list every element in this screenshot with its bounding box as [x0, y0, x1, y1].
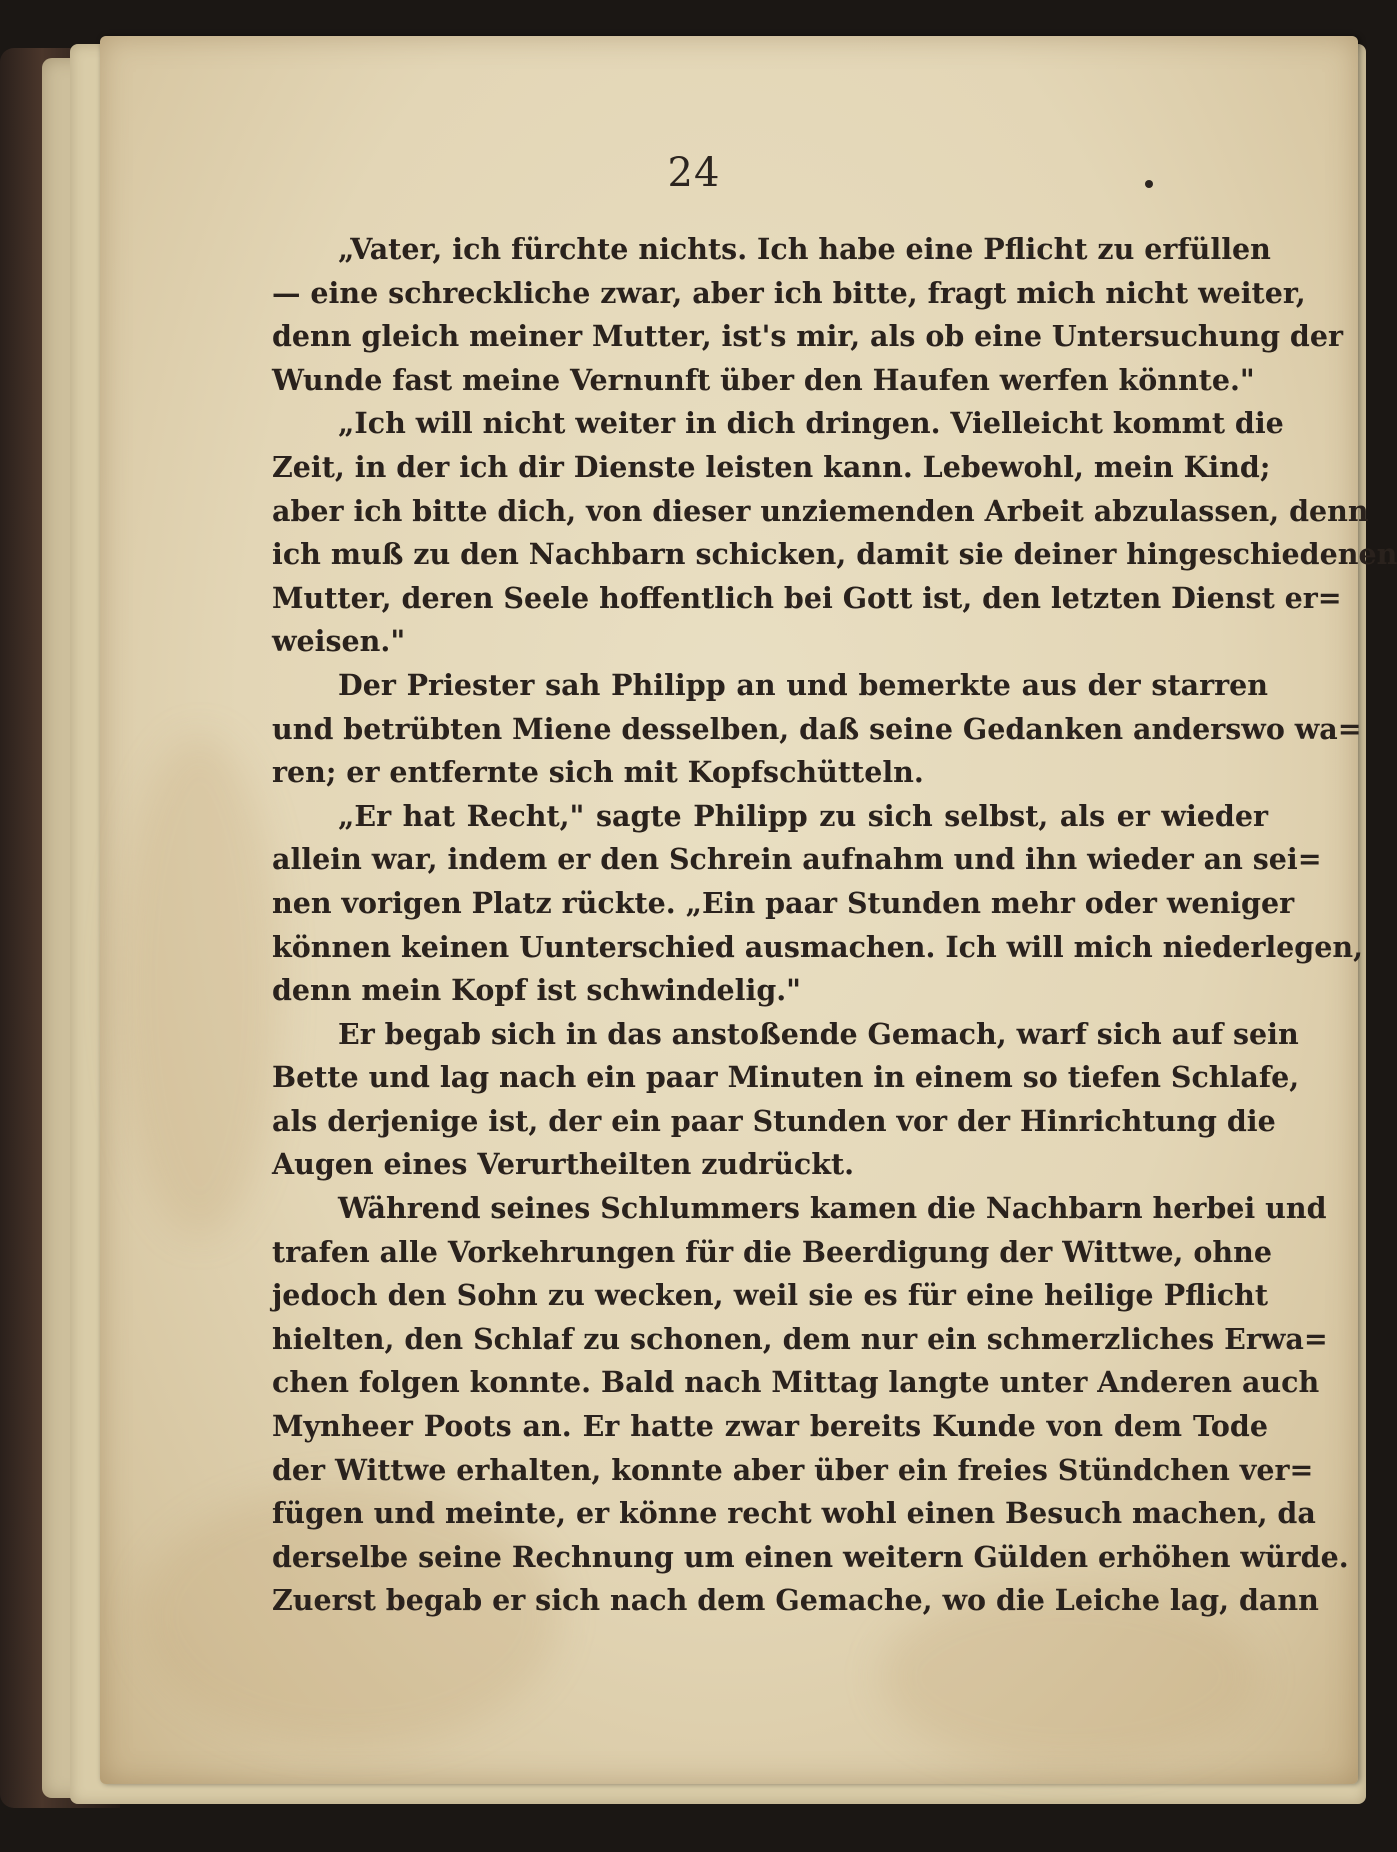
text-line: „Ich will nicht weiter in dich dringen. Vielleicht kommt die — [338, 406, 1284, 441]
text-line: Der Priester sah Philipp an und bemerkte aus der starren — [338, 667, 1268, 702]
text-line: und betrübten Miene desselben, daß seine Gedanken anderswo wa= — [272, 711, 1362, 746]
text-line: Augen eines Verurtheilten zudrückt. — [272, 1147, 855, 1182]
text-line: der Wittwe erhalten, konnte aber über ein freies Stündchen ver= — [272, 1452, 1314, 1487]
text-line: chen folgen konnte. Bald nach Mittag langte unter Anderen auch — [272, 1365, 1320, 1400]
text-line: hielten, den Schlaf zu schonen, dem nur ein schmerzliches Erwa= — [272, 1321, 1328, 1356]
text-line: Mynheer Poots an. Er hatte zwar bereits Kunde von dem Tode — [272, 1409, 1268, 1444]
text-line: denn gleich meiner Mutter, ist's mir, als ob eine Untersuchung der — [272, 319, 1344, 354]
text-line: können keinen Uunterschied ausmachen. Ich will mich niederlegen, — [272, 929, 1364, 964]
text-line: „Er hat Recht," sagte Philipp zu sich selbst, als er wieder — [338, 798, 1268, 833]
text-line: derselbe seine Rechnung um einen weitern Gülden erhöhen würde. — [272, 1539, 1349, 1574]
text-line: Zeit, in der ich dir Dienste leisten kann. Lebewohl, mein Kind; — [272, 449, 1271, 484]
text-line: Zuerst begab er sich nach dem Gemache, wo die Leiche lag, dann — [272, 1583, 1319, 1618]
text-line: ich muß zu den Nachbarn schicken, damit sie deiner hingeschiedenen — [272, 537, 1397, 572]
text-line: Wunde fast meine Vernunft über den Haufen werfen könnte." — [272, 362, 1255, 397]
text-line: jedoch den Sohn zu wecken, weil sie es für eine heilige Pflicht — [272, 1278, 1268, 1313]
text-line: aber ich bitte dich, von dieser unziemenden Arbeit abzulassen, denn — [272, 493, 1369, 528]
text-line: denn mein Kopf ist schwindelig." — [272, 973, 802, 1008]
ink-speck — [1145, 180, 1153, 188]
text-line: weisen." — [272, 624, 406, 659]
page-stain — [120, 736, 280, 1236]
body-text — [272, 228, 1397, 1623]
text-line: nen vorigen Platz rückte. „Ein paar Stunden mehr oder weniger — [272, 885, 1295, 920]
page-number: 24 — [667, 150, 721, 196]
text-line: allein war, indem er den Schrein aufnahm und ihn wieder an sei= — [272, 842, 1322, 877]
text-line: ren; er entfernte sich mit Kopfschütteln. — [272, 755, 924, 790]
text-line: Bette und lag nach ein paar Minuten in einem so tiefen Schlafe, — [272, 1060, 1300, 1095]
text-line: Er begab sich in das anstoßende Gemach, warf sich auf sein — [338, 1016, 1299, 1051]
text-line: — eine schreckliche zwar, aber ich bitte, fragt mich nicht weiter, — [272, 275, 1306, 310]
text-line: fügen und meinte, er könne recht wohl einen Besuch machen, da — [272, 1496, 1316, 1531]
text-line: trafen alle Vorkehrungen für die Beerdigung der Wittwe, ohne — [272, 1234, 1272, 1269]
text-line: als derjenige ist, der ein paar Stunden vor der Hinrichtung die — [272, 1103, 1276, 1138]
text-line: Während seines Schlummers kamen die Nachbarn herbei und — [338, 1191, 1327, 1226]
text-line: „Vater, ich fürchte nichts. Ich habe eine Pflicht zu erfüllen — [338, 232, 1271, 266]
text-line: Mutter, deren Seele hoffentlich bei Gott ist, den letzten Dienst er= — [272, 580, 1342, 615]
